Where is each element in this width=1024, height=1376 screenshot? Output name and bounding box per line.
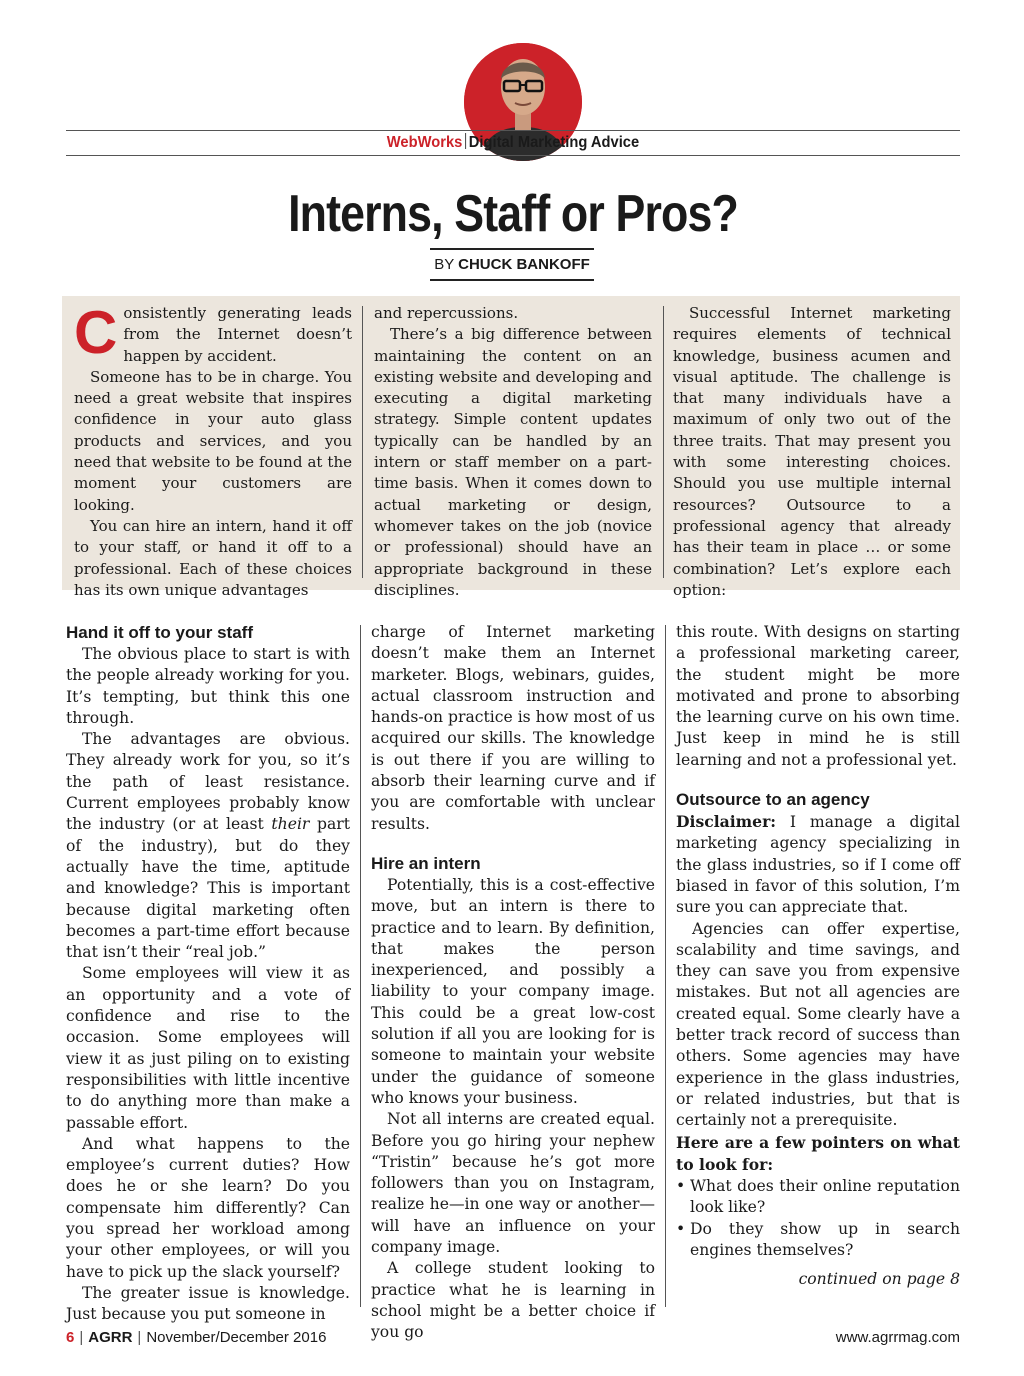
subhead-intern: Hire an intern [371, 853, 481, 873]
body-paragraph: A college student looking to practice what he is learning in school might be a better choice if you go [371, 1259, 655, 1342]
subhead-agency: Outsource to an agency [676, 790, 870, 810]
emphasis: their [271, 815, 310, 834]
body-paragraph: The greater issue is knowledge. Just because you put someone in [66, 1283, 350, 1324]
text-run: The advantages are obvious. They already work for you, so it’s the path of least resistance. Current employees probably know the industry (or at least [66, 730, 350, 834]
body-paragraph: Agencies can offer expertise, scalability and time savings, and they can save you from expensive mistakes. But not all agencies are created equal. Some clearly have a better track record of success than others. Some agencies may have experience in the glass industries, or related industries, but that is certainly not a prerequisite. [676, 919, 960, 1130]
intro-column-1 [74, 299, 352, 601]
header-rule-bottom [66, 155, 960, 156]
section-label [102, 133, 924, 153]
intro-paragraph: You can hire an intern, hand it off to your staff, or hand it off to a professional. Each of these choices has its own unique advantages [74, 516, 352, 599]
pointers-lead [676, 1132, 960, 1177]
column-divider [665, 625, 666, 1307]
section-title: Digital Marketing Advice [468, 134, 640, 151]
intro-paragraph: Successful Internet marketing requires elements of technical knowledge, business acumen and visual aptitude. The challenge is that many individuals have a maximum of only two out of the three traits. That may present you with some interesting choices. Should you use multiple internal resources? Outsource to a professional agency that already has their team in place … or some combination? Let’s explore each option: [673, 304, 951, 599]
body-column-3 [676, 622, 960, 1291]
section-brand: WebWorks [386, 134, 463, 151]
disclaimer-label: Disclaimer: [676, 812, 777, 832]
text-run: I manage a digital marketing agency specializing in the glass industries, so if I come off biased in favor of this solution, I’m sure you can appreciate that. [676, 813, 960, 917]
body-paragraph: Some employees will view it as an opportunity and a vote of confidence and rise to the occasion. Some employees will view it as just piling on to existing responsibilities with little incentive to do anything more than make a passable effort. [66, 964, 350, 1132]
pointer-list [676, 1176, 960, 1261]
body-column-2 [371, 622, 655, 1344]
intro-column-3 [673, 303, 951, 601]
section-divider [465, 133, 466, 149]
column-divider [362, 306, 363, 578]
magazine-name: AGRR [88, 1329, 133, 1346]
intro-paragraph: There’s a big difference between maintaining the content on an existing website and developing and executing a digital marketing strategy. Simple content updates typically can be handled by an intern or staff member on a part-time basis. When it comes down to actual marketing or design, whomever takes on the job (novice or professional) should have an appropriate background in these disciplines. [374, 325, 652, 599]
body-paragraph [676, 811, 960, 918]
column-divider [663, 306, 664, 578]
list-item: • What does their online reputation look like? [676, 1176, 960, 1219]
intro-column-2 [374, 303, 652, 601]
continued-note: continued on page 8 [798, 1270, 960, 1289]
intro-paragraph: Someone has to be in charge. You need a great website that inspires confidence in your auto glass products and services, and you need that website to be found at the moment your customers are looking. [74, 367, 352, 514]
body-column-1 [66, 622, 350, 1326]
text-run: part of the industry), but do they actually have the time, aptitude and knowledge? This is important because digital marketing often becomes a part-time effort because that isn’t their “real job.” [66, 815, 350, 962]
body-paragraph: charge of Internet marketing doesn’t make them an Internet marketer. Blogs, webinars, guides, actual classroom instruction and hands-on practice is how most of us acquired our skills. The knowledge is out there if you are willing to absorb their learning curve and if you are comfortable with unclear results. [371, 623, 655, 833]
page-number: 6 [66, 1329, 75, 1346]
byline-author: CHUCK BANKOFF [458, 256, 590, 273]
intro-paragraph: and repercussions. [374, 304, 519, 322]
body-paragraph: The obvious place to start is with the people already working for you. It’s tempting, but think this one through. [66, 645, 350, 727]
column-divider [360, 625, 361, 1307]
body-paragraph: Potentially, this is a cost-effective move, but an intern is there to practice and to learn. By definition, that makes the person inexperienced, and possibly a liability to your company image. This could be a great low-cost solution if all you are looking for is someone to maintain your website under the guidance of someone who knows your business. [371, 875, 655, 1107]
website-url: www.agrrmag.com [835, 1329, 960, 1346]
text-run: Here are a few pointers on what to look for: [676, 1132, 960, 1174]
body-paragraph: And what happens to the employee’s current duties? How does he or she learn? Do you compensate him differently? Can you spread her workload among your other employees, or will you have to pick up the slack yourself? [66, 1134, 350, 1281]
folio: 6 | AGRR | November/December 2016 [66, 1329, 327, 1346]
byline-prefix: BY [434, 256, 454, 273]
list-item: • Do they show up in search engines themselves? [676, 1219, 960, 1262]
issue-date: November/December 2016 [146, 1329, 327, 1346]
drop-cap: C [74, 299, 118, 366]
body-paragraph: Not all interns are created equal. Before you go hiring your nephew “Tristin” because he’s got more followers than you on Instagram, realize he—in one way or another—will have an influence on your company image. [371, 1110, 655, 1257]
body-paragraph: this route. With designs on starting a professional marketing career, the student might be more motivated and prone to absorbing the learning curve on his own time. Just keep in mind he is still learning and not a professional yet. [676, 623, 960, 769]
byline [430, 255, 594, 275]
byline-rule-top [430, 248, 594, 250]
intro-paragraph: onsistently generating leads from the Internet doesn’t happen by accident. [123, 304, 352, 365]
headline: Interns, Staff or Pros? [288, 185, 738, 243]
byline-rule-bottom [430, 279, 594, 281]
subhead-staff: Hand it off to your staff [66, 623, 253, 642]
body-paragraph [66, 729, 350, 963]
header-rule-top [66, 130, 960, 131]
